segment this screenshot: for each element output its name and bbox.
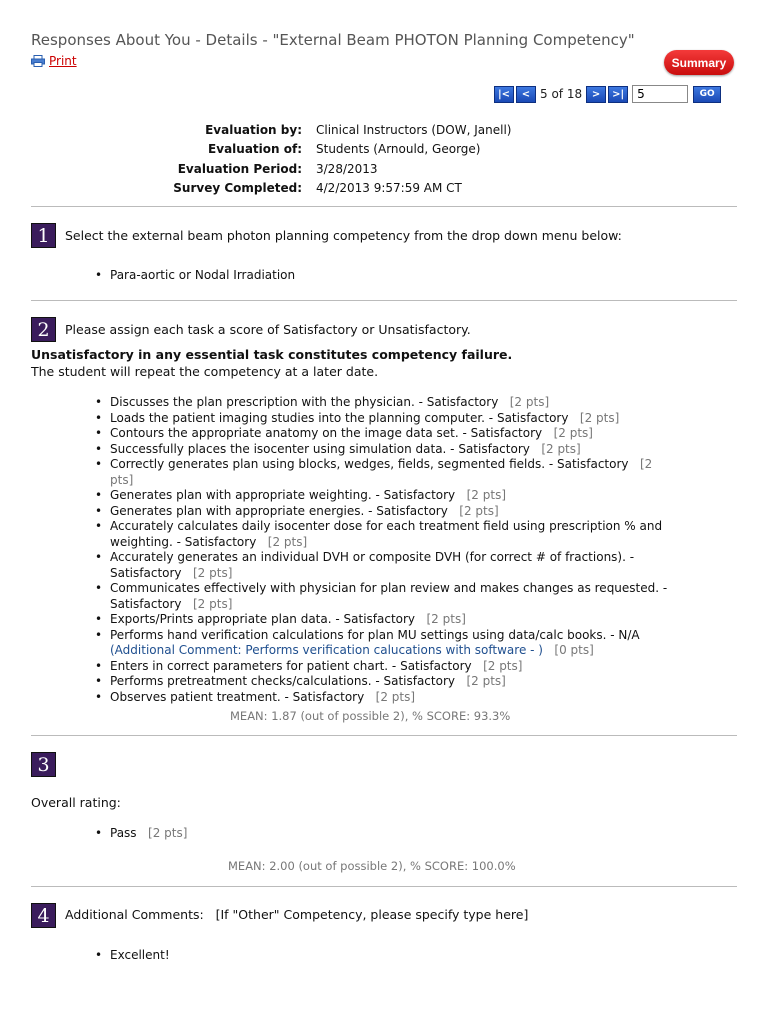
answer-item — [93, 519, 673, 550]
divider — [31, 735, 737, 736]
answer-item — [93, 411, 673, 427]
evaluation-meta — [0, 120, 768, 198]
question-text: Additional Comments: [If "Other" Competency, please specify type here] — [65, 907, 529, 922]
question-note-bold: Unsatisfactory in any essential task constitutes competency failure. — [31, 347, 513, 362]
answer-item — [93, 457, 673, 488]
meta-row — [0, 179, 768, 199]
question-number-badge: 4 — [31, 903, 56, 928]
answer-item — [93, 395, 673, 411]
question-note: The student will repeat the competency at a later date. — [31, 364, 379, 379]
answer-item — [93, 628, 673, 659]
question-text: Overall rating: — [31, 795, 121, 810]
answer-points: [0 pts] — [554, 643, 594, 657]
answer-text: Accurately generates an individual DVH or composite DVH (for correct # of fractions). - Satisfactory — [110, 550, 635, 580]
meta-row — [0, 140, 768, 160]
answer-item — [93, 268, 295, 284]
answer-points: [2 pts] — [192, 565, 233, 580]
answer-text: Generates plan with appropriate weighting. - Satisfactory — [110, 488, 456, 502]
answer-points: [2 pts] — [192, 596, 233, 611]
answer-list — [93, 395, 673, 705]
pager — [494, 84, 721, 104]
answer-item — [93, 550, 673, 581]
answer-text: Observes patient treatment. - Satisfactory — [110, 689, 365, 704]
answer-points: [2 pts] — [509, 395, 550, 409]
answer-item — [93, 488, 673, 504]
answer-points: [2 pts] — [148, 826, 188, 840]
answer-points: [2 pts] — [466, 488, 507, 502]
divider — [31, 886, 737, 887]
answer-points: [2 pts] — [426, 612, 466, 626]
answer-points: [2 pts] — [466, 674, 506, 688]
mean-score: MEAN: 2.00 (out of possible 2), % SCORE: 100.0% — [228, 859, 516, 873]
answer-item — [93, 826, 187, 842]
divider — [31, 300, 737, 301]
question-number-badge: 2 — [31, 317, 56, 342]
answer-points: [2 pts] — [459, 503, 499, 518]
answer-item — [93, 612, 673, 628]
answer-text: Generates plan with appropriate energies. - Satisfactory — [110, 503, 448, 518]
print-link[interactable] — [31, 54, 77, 68]
answer-points: [2 pts] — [541, 441, 581, 456]
page-number-input[interactable] — [632, 85, 688, 103]
answer-list — [93, 948, 170, 964]
mean-score: MEAN: 1.87 (out of possible 2), % SCORE: 93.3% — [230, 709, 511, 723]
answer-text: Pass — [110, 826, 137, 840]
answer-item — [93, 948, 170, 964]
answer-item — [93, 674, 673, 690]
meta-value: 3/28/2013 — [316, 161, 378, 176]
meta-row — [0, 120, 768, 140]
answer-comment: (Additional Comment: Performs verification calucations with software - ) — [110, 643, 543, 657]
answer-item — [93, 690, 673, 706]
meta-label: Survey Completed: — [173, 181, 302, 196]
answer-points: [2 pts] — [110, 457, 653, 487]
answer-item — [93, 442, 673, 458]
meta-label: Evaluation Period: — [177, 161, 302, 176]
answer-list — [93, 826, 187, 842]
go-button[interactable]: GO — [693, 86, 721, 103]
print-label: Print — [49, 54, 77, 68]
answer-text: Enters in correct parameters for patient chart. - Satisfactory — [110, 658, 472, 673]
answer-points: [2 pts] — [483, 658, 523, 673]
answer-text: Performs hand verification calculations for plan MU settings using data/calc books. - N/A — [110, 627, 640, 642]
answer-text: Excellent! — [110, 948, 170, 962]
page-title: Responses About You - Details - "External Beam PHOTON Planning Competency" — [31, 31, 635, 49]
answer-text: Successfully places the isocenter using simulation data. - Satisfactory — [110, 441, 530, 456]
answer-text: Contours the appropriate anatomy on the image data set. - Satisfactory — [110, 426, 543, 440]
answer-item — [93, 659, 673, 675]
answer-text: Accurately calculates daily isocenter dose for each treatment field using prescription % and weighting. - Satisfactory — [110, 519, 663, 549]
question-number-badge: 3 — [31, 752, 56, 777]
next-page-button[interactable]: > — [586, 86, 606, 103]
question-text: Select the external beam photon planning competency from the drop down menu below: — [65, 228, 622, 243]
answer-item — [93, 581, 673, 612]
answer-item — [93, 426, 673, 442]
meta-value: 4/2/2013 9:57:59 AM CT — [316, 181, 462, 196]
answer-text: Loads the patient imaging studies into the planning computer. - Satisfactory — [110, 410, 569, 425]
answer-text: Correctly generates plan using blocks, wedges, fields, segmented fields. - Satisfactory — [110, 457, 629, 471]
divider — [31, 206, 737, 207]
page-position: 5 of 18 — [540, 87, 583, 101]
summary-button[interactable]: Summary — [664, 50, 734, 75]
answer-text: Discusses the plan prescription with the physician. - Satisfactory — [110, 395, 499, 409]
question-number-badge: 1 — [31, 223, 56, 248]
answer-points: [2 pts] — [579, 410, 620, 425]
meta-value: Clinical Instructors (DOW, Janell) — [316, 122, 512, 137]
meta-label: Evaluation of: — [208, 142, 302, 157]
answer-item — [93, 504, 673, 520]
meta-label: Evaluation by: — [205, 122, 302, 137]
answer-text: Performs pretreatment checks/calculations. - Satisfactory — [110, 674, 455, 688]
printer-icon — [31, 55, 45, 67]
answer-text: Communicates effectively with physician for plan review and makes changes as requested. - Satisfactory — [110, 581, 668, 611]
answer-list — [93, 268, 295, 284]
meta-value: Students (Arnould, George) — [316, 142, 481, 157]
first-page-button[interactable]: |< — [494, 86, 514, 103]
answer-points: [2 pts] — [267, 534, 308, 549]
question-text: Please assign each task a score of Satisfactory or Unsatisfactory. — [65, 322, 471, 337]
prev-page-button[interactable]: < — [516, 86, 536, 103]
answer-points: [2 pts] — [375, 689, 416, 704]
answer-text: Exports/Prints appropriate plan data. - Satisfactory — [110, 612, 416, 626]
answer-points: [2 pts] — [553, 426, 593, 440]
meta-row — [0, 159, 768, 179]
answer-text: Para-aortic or Nodal Irradiation — [110, 268, 296, 282]
last-page-button[interactable]: >| — [608, 86, 628, 103]
